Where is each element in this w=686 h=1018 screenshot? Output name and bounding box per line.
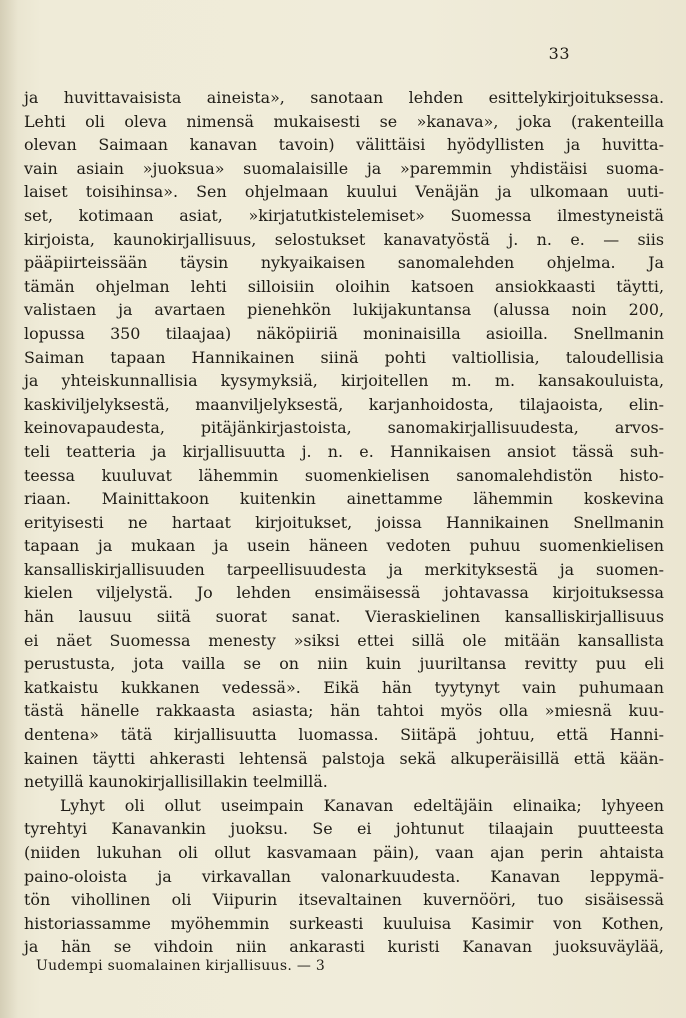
text-line: historiassamme myöhemmin surkeasti kuuluisa Kasimir von Kothen, xyxy=(24,913,664,933)
binding-shadow xyxy=(0,0,18,1018)
text-line: ei näet Suomessa menesty »siksi ettei sillä ole mitään kansallista xyxy=(24,630,664,650)
text-line: paino-oloista ja virkavallan valonarkuudesta. Kanavan leppymä- xyxy=(24,866,664,886)
text-line: kaskiviljelyksestä, maanviljelyksestä, karjanhoidosta, tilajaoista, elin- xyxy=(24,394,664,414)
text-line: tön vihollinen oli Viipurin itsevaltainen kuvernööri, tuo sisäisessä xyxy=(24,890,664,910)
text-line: pääpiirteissään täysin nykyaikaisen sanomalehden ohjelma. Ja xyxy=(24,253,664,273)
text-line: tyrehtyi Kanavankin juoksu. Se ei johtunut tilaajain puutteesta xyxy=(24,819,664,839)
text-line: Lehti oli oleva nimensä mukaisesti se »kanava», joka (rakenteilla xyxy=(24,111,664,131)
text-line: set, kotimaan asiat, »kirjatutkistelemiset» Suomessa ilmestyneistä xyxy=(24,205,664,225)
text-line: kainen täytti ahkerasti lehtensä palstoja sekä alkuperäisillä että kään- xyxy=(24,748,664,768)
text-line: vain asiain »juoksua» suomalaisille ja »paremmin yhdistäisi suoma- xyxy=(24,158,664,178)
text-line: kansalliskirjallisuuden tarpeellisuudesta ja merkityksestä ja suomen- xyxy=(24,559,664,579)
text-line: riaan. Mainittakoon kuitenkin ainettamme lähemmin koskevina xyxy=(24,489,664,509)
text-line: netyillä kaunokirjallisillakin teelmillä. xyxy=(24,772,328,792)
text-line: lopussa 350 tilaajaa) näköpiiriä moninaisilla asioilla. Snellmanin xyxy=(24,323,664,343)
text-line: perustusta, jota vailla se on niin kuin juuriltansa revitty puu eli xyxy=(24,654,664,674)
text-line: tämän ohjelman lehti silloisiin oloihin katsoen ansiokkaasti täytti, xyxy=(24,276,664,296)
page-footer: Uudempi suomalainen kirjallisuus. — 3 xyxy=(36,958,326,974)
text-line: tästä hänelle rakkaasta asiasta; hän tahtoi myös olla »miesnä kuu- xyxy=(24,701,664,721)
text-line: (niiden lukuhan oli ollut kasvamaan päin), vaan ajan perin ahtaista xyxy=(24,843,664,862)
page-number: 33 xyxy=(548,44,570,63)
text-line: valistaen ja avartaen pienehkön lukijakuntansa (alussa noin 200, xyxy=(24,300,664,320)
text-line: teessa kuuluvat lähemmin suomenkielisen sanomalehdistön histo- xyxy=(24,465,664,485)
text-line: keinovapaudesta, pitäjänkirjastoista, sanomakirjallisuudesta, arvos- xyxy=(24,418,664,438)
text-line: olevan Saimaan kanavan tavoin) välittäisi hyödyllisten ja huvitta- xyxy=(24,135,664,155)
text-line: kirjoista, kaunokirjallisuus, selostukset kanavatyöstä j. n. e. — siis xyxy=(24,229,664,249)
text-line: tapaan ja mukaan ja usein häneen vedoten puhuu suomenkielisen xyxy=(24,536,664,556)
text-line: Saiman tapaan Hannikainen siinä pohti valtiollisia, taloudellisia xyxy=(24,347,664,367)
text-line: ja huvittavaisista aineista», sanotaan lehden esittelykirjoituksessa. xyxy=(24,88,664,107)
text-line: ja yhteiskunnallisia kysymyksiä, kirjoitellen m. m. kansakouluista, xyxy=(24,371,664,391)
text-line: teli teatteria ja kirjallisuutta j. n. e. Hannikaisen ansiot tässä suh- xyxy=(24,441,664,461)
text-line: katkaistu kukkanen vedessä». Eikä hän tyytynyt vain puhumaan xyxy=(24,677,664,697)
text-line: ja hän se vihdoin niin ankarasti kuristi Kanavan juoksuväylää, xyxy=(24,937,664,957)
text-line: hän lausuu siitä suorat sanat. Vieraskielinen kansalliskirjallisuus xyxy=(24,607,664,627)
body-text xyxy=(24,86,664,959)
text-line: kielen viljelystä. Jo lehden ensimäisessä johtavassa kirjoituksessa xyxy=(24,583,664,603)
text-line: dentena» tätä kirjallisuutta luomassa. Siitäpä johtuu, että Hanni- xyxy=(24,725,664,745)
text-line: Lyhyt oli ollut useimpain Kanavan edeltäjäin elinaika; lyhyeen xyxy=(60,795,664,815)
text-line: laiset toisihinsa». Sen ohjelmaan kuului Venäjän ja ulkomaan uuti- xyxy=(24,182,664,202)
text-line: erityisesti ne hartaat kirjoitukset, joissa Hannikainen Snellmanin xyxy=(24,512,664,532)
